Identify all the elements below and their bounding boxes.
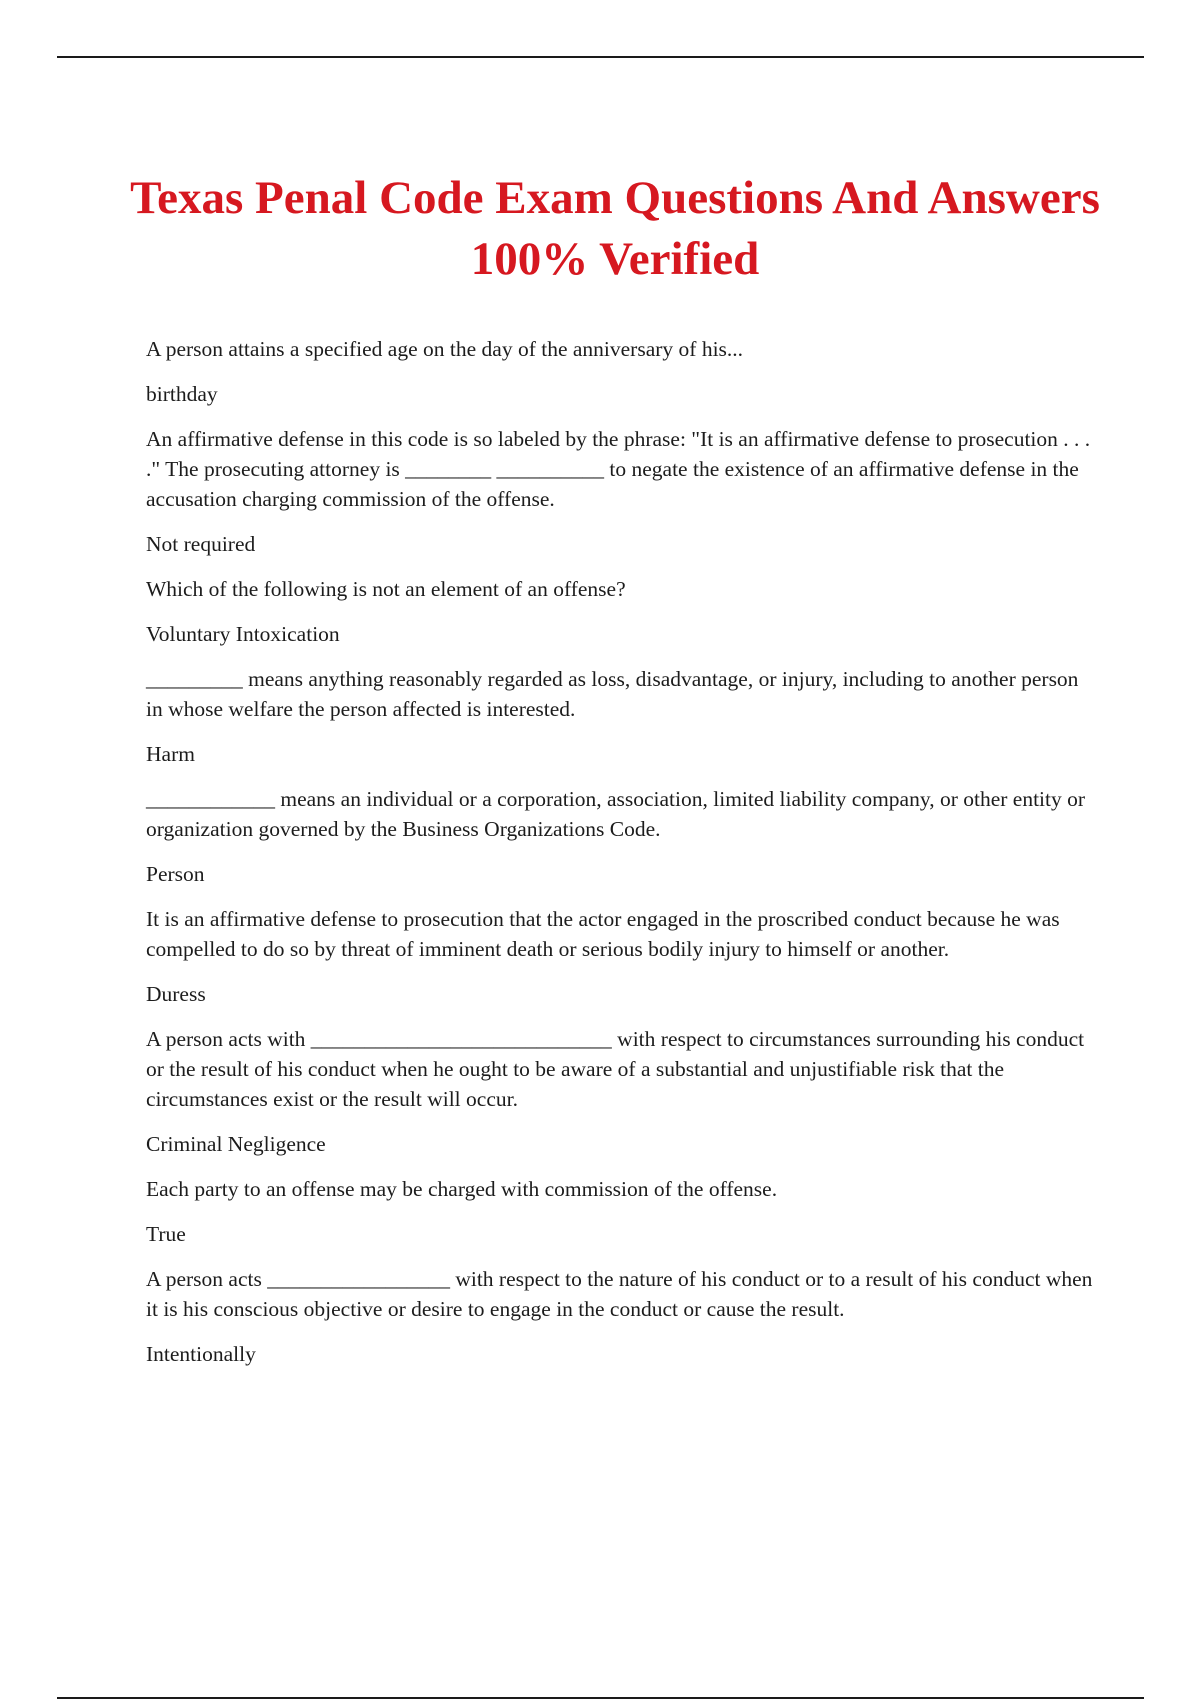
qa-item <box>146 1264 1096 1369</box>
answer-text: Voluntary Intoxication <box>146 622 340 646</box>
question-text: A person acts _________________ with respect to the nature of his conduct or to a result of his conduct when it is his conscious objective or desire to engage in the conduct or cause the result. <box>146 1267 1093 1321</box>
question-text: A person attains a specified age on the day of the anniversary of his... <box>146 337 744 361</box>
answer-text: Intentionally <box>146 1342 256 1366</box>
answer-text: Duress <box>146 982 206 1006</box>
qa-item <box>146 1174 1096 1249</box>
answer-text: Person <box>146 862 205 886</box>
qa-item <box>146 1024 1096 1159</box>
document-title: Texas Penal Code Exam Questions And Answers 100% Verified <box>130 172 1100 285</box>
answer-text: Criminal Negligence <box>146 1132 326 1156</box>
question-text: Each party to an offense may be charged with commission of the offense. <box>146 1177 778 1201</box>
header-rule <box>57 56 1144 58</box>
answer-text: True <box>146 1222 186 1246</box>
qa-list <box>146 334 1096 1384</box>
qa-item <box>146 574 1096 649</box>
qa-item <box>146 334 1096 409</box>
answer-text: birthday <box>146 382 218 406</box>
qa-item <box>146 904 1096 1009</box>
footer-rule <box>57 1697 1144 1699</box>
question-text: ____________ means an individual or a corporation, association, limited liability company, or other entity or organization governed by the Business Organizations Code. <box>146 787 1086 841</box>
qa-item <box>146 664 1096 769</box>
question-text: A person acts with ____________________________ with respect to circumstances surrounding his conduct or the result of his conduct when he ought to be aware of a substantial and unjustifiable risk that the circumstances exist or the result will occur. <box>146 1027 1085 1111</box>
answer-text: Not required <box>146 532 256 556</box>
question-text: An affirmative defense in this code is so labeled by the phrase: "It is an affirmative defense to prosecution . . . ." The prosecuting attorney is ________ __________ to negate the existence of an affirmative defense in the accusation charging commission of the offense. <box>146 427 1091 511</box>
question-text: Which of the following is not an element of an offense? <box>146 577 626 601</box>
question-text: It is an affirmative defense to prosecution that the actor engaged in the proscribed conduct because he was compelled to do so by threat of imminent death or serious bodily injury to himself or another. <box>146 907 1060 961</box>
question-text: _________ means anything reasonably regarded as loss, disadvantage, or injury, including to another person in whose welfare the person affected is interested. <box>146 667 1079 721</box>
answer-text: Harm <box>146 742 195 766</box>
qa-item <box>146 424 1096 559</box>
qa-item <box>146 784 1096 889</box>
